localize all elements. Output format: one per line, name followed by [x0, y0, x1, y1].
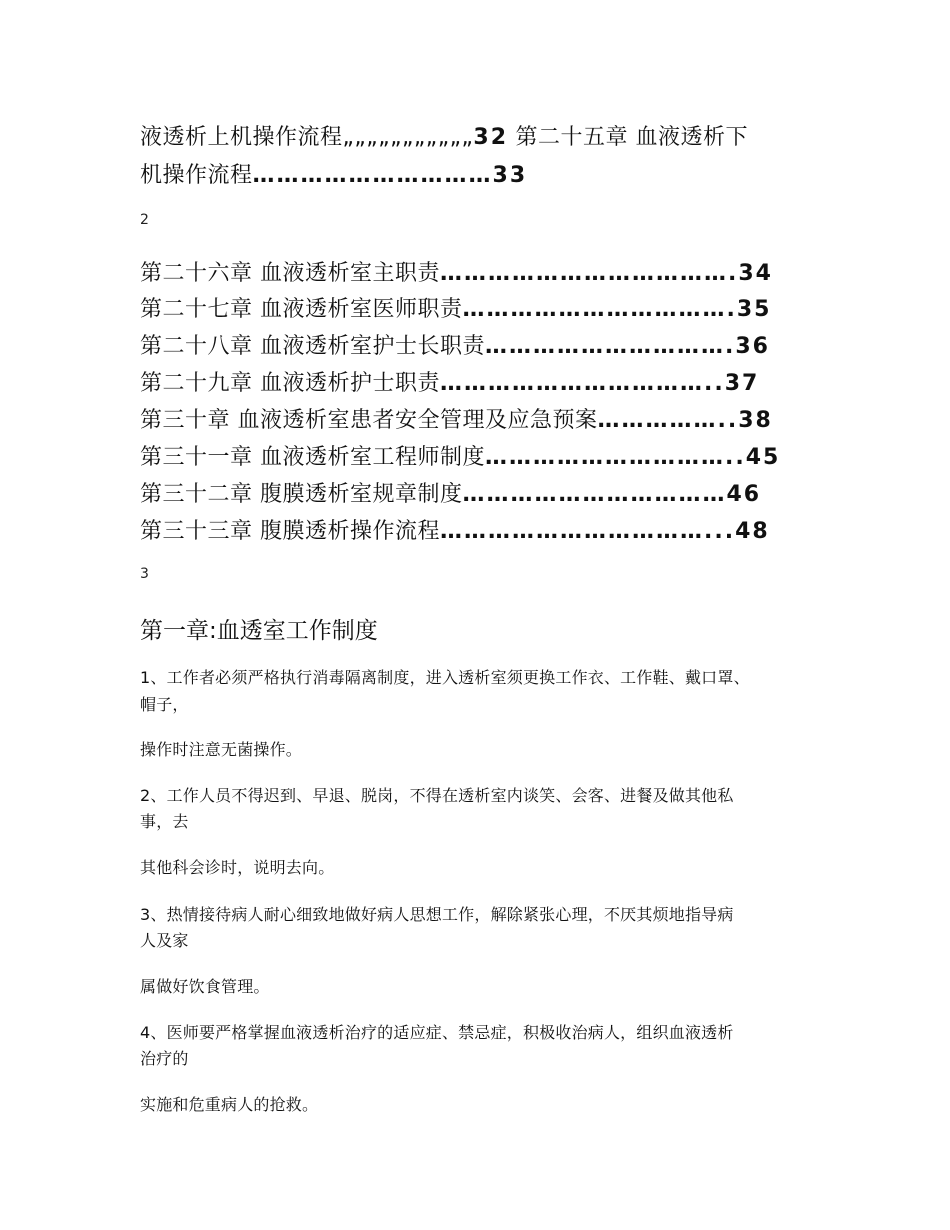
- toc-page-number: 34: [738, 261, 773, 286]
- toc-leader: „„„„„„„„„„„: [342, 125, 474, 150]
- toc-leader: ……………………………: [462, 482, 727, 507]
- toc-entry: [140, 366, 759, 397]
- toc-title: 第二十五章 血液透析下: [508, 125, 749, 150]
- toc-title: 第三十章 血液透析室患者安全管理及应急预案: [140, 408, 598, 433]
- toc-title: 第三十一章 血液透析室工程师制度: [140, 445, 485, 470]
- toc-page-number: 37: [724, 371, 760, 396]
- paragraph-line: 治疗的: [140, 1049, 189, 1068]
- paragraph-line: 2、工作人员不得迟到、早退、脱岗，不得在透析室内谈笑、会客、进餐及做其他私: [140, 786, 734, 805]
- toc-title: 机操作流程: [140, 163, 253, 188]
- paragraph-line: 属做好饮食管理。: [140, 977, 270, 996]
- toc-leader: ……………………………..: [440, 371, 725, 396]
- toc-line-continued-1: [140, 120, 748, 151]
- paragraph-line: 操作时注意无菌操作。: [140, 740, 303, 759]
- toc-entry: [140, 292, 771, 323]
- toc-title: 第二十九章 血液透析护士职责: [140, 371, 440, 396]
- toc-title: 第三十二章 腹膜透析室规章制度: [140, 482, 463, 507]
- paragraph-line: 事，去: [140, 812, 189, 831]
- toc-line-continued-2: [140, 158, 527, 189]
- toc-entry: [140, 403, 773, 434]
- paragraph-line: 实施和危重病人的抢救。: [140, 1095, 319, 1114]
- toc-page-number: 36: [735, 334, 770, 359]
- toc-page-number: 35: [736, 297, 772, 322]
- toc-page-number: 38: [738, 408, 773, 433]
- page-marker: 3: [140, 566, 149, 582]
- toc-title: 第二十八章 血液透析室护士长职责: [140, 334, 485, 359]
- chapter-heading: 第一章:血透室工作制度: [140, 618, 378, 644]
- toc-page-number: 48: [735, 519, 770, 544]
- toc-leader: …………………………….: [462, 297, 737, 322]
- toc-leader: ……………………………...: [440, 519, 736, 544]
- toc-entry: [140, 329, 770, 360]
- paragraph-line: 4、医师要严格掌握血液透析治疗的适应症、禁忌症，积极收治病人，组织血液透析: [140, 1023, 734, 1042]
- toc-page-number: 33: [492, 163, 528, 188]
- toc-leader: …………………………..: [485, 445, 746, 470]
- paragraph-line: 3、热情接待病人耐心细致地做好病人思想工作，解除紧张心理，不厌其烦地指导病: [140, 905, 734, 924]
- toc-title: 第二十七章 血液透析室医师职责: [140, 297, 463, 322]
- toc-title: 第三十三章 腹膜透析操作流程: [140, 519, 440, 544]
- toc-title: 第二十六章 血液透析室主职责: [140, 261, 440, 286]
- toc-leader: ………………………….: [485, 334, 736, 359]
- toc-page-number: 46: [726, 482, 762, 507]
- page-marker: 2: [140, 212, 149, 228]
- toc-page-number: 45: [745, 445, 781, 470]
- toc-title: 液透析上机操作流程: [140, 125, 343, 150]
- paragraph-line: 其他科会诊时，说明去向。: [140, 858, 335, 877]
- paragraph-line: 人及家: [140, 931, 189, 950]
- toc-entry: [140, 514, 770, 545]
- toc-leader: …………………………: [252, 163, 493, 188]
- toc-leader: ……………..: [597, 408, 739, 433]
- toc-leader: ……………………………….: [440, 261, 739, 286]
- toc-entry: [140, 440, 780, 471]
- toc-entry: [140, 477, 761, 508]
- paragraph-line: 1、工作者必须严格执行消毒隔离制度，进入透析室须更换工作衣、工作鞋、戴口罩、: [140, 668, 750, 687]
- toc-page-number: 32: [473, 125, 509, 150]
- paragraph-line: 帽子，: [140, 695, 189, 714]
- toc-entry: [140, 256, 773, 287]
